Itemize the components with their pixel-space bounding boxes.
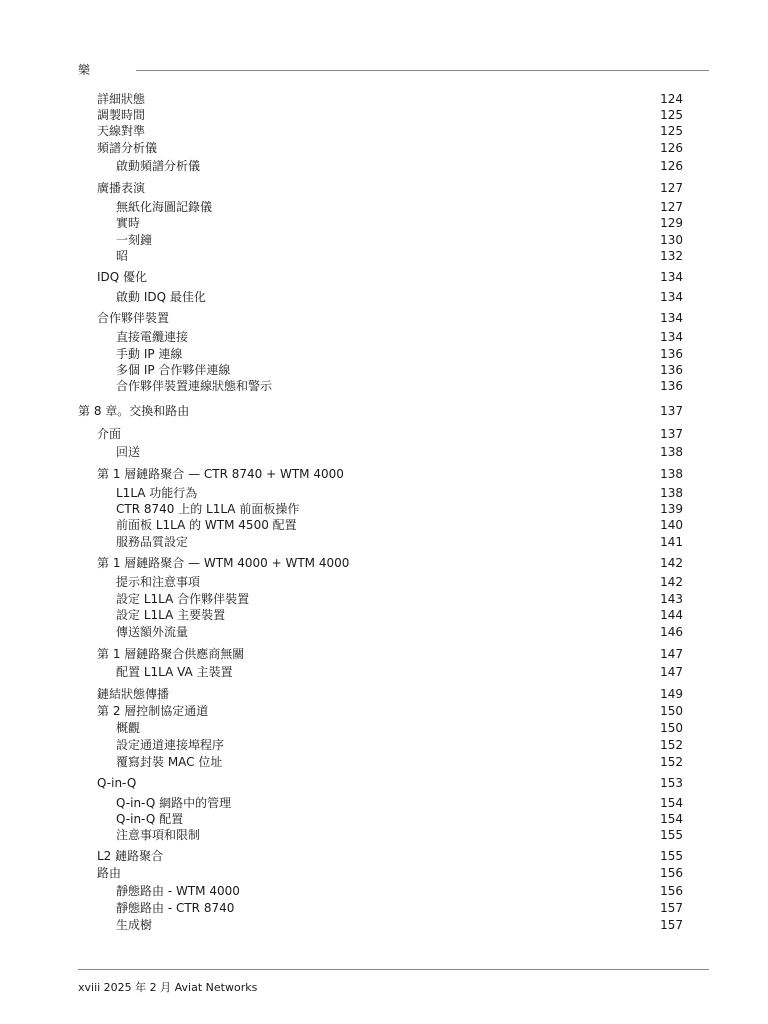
toc-entry-page: 142: [660, 556, 683, 570]
toc-entry-page: 156: [660, 866, 683, 880]
toc-entry-title: 覆寫封裝 MAC 位址: [116, 755, 223, 769]
toc-entry-title: 詳細狀態: [97, 92, 146, 106]
toc-entry[interactable]: [116, 607, 683, 623]
toc-entry-title: 回送: [116, 445, 141, 459]
toc-entry-page: 134: [660, 311, 683, 325]
toc-entry[interactable]: [78, 403, 683, 419]
toc-entry[interactable]: [116, 917, 683, 933]
toc-entry-page: 127: [660, 181, 683, 195]
toc-entry-page: 125: [660, 124, 683, 138]
header-mark: 樂: [78, 63, 91, 77]
toc-entry[interactable]: [116, 811, 683, 827]
toc-entry-title: 第 2 層控制協定通道: [97, 704, 209, 718]
toc-entry[interactable]: [116, 591, 683, 607]
toc-entry-title: 生成樹: [116, 918, 153, 932]
toc-entry-page: 155: [660, 849, 683, 863]
toc-entry[interactable]: [116, 444, 683, 460]
toc-entry[interactable]: [116, 232, 683, 248]
toc-entry[interactable]: [116, 574, 683, 590]
toc-entry-page: 147: [660, 665, 683, 679]
header-rule: [136, 70, 709, 71]
toc-entry-title: 合作夥伴裝置連線狀態和警示: [116, 379, 273, 393]
toc-entry-page: 147: [660, 647, 683, 661]
toc-entry[interactable]: [116, 362, 683, 378]
toc-entry[interactable]: [97, 91, 683, 107]
toc-entry-page: 136: [660, 347, 683, 361]
toc-entry-page: 136: [660, 363, 683, 377]
toc-entry[interactable]: [116, 883, 683, 899]
toc-entry-title: 天線對準: [97, 124, 146, 138]
toc-entry-page: 152: [660, 755, 683, 769]
toc-entry[interactable]: [116, 754, 683, 770]
toc-entry[interactable]: [116, 517, 683, 533]
toc-entry-title: 廣播表演: [97, 181, 146, 195]
toc-entry-title: 路由: [97, 866, 122, 880]
toc-entry[interactable]: [97, 703, 683, 719]
toc-entry-title: 一刻鐘: [116, 233, 153, 247]
toc-entry-title: 靜態路由 - CTR 8740: [116, 901, 235, 915]
toc-entry-page: 134: [660, 270, 683, 284]
toc-entry[interactable]: [116, 900, 683, 916]
toc-entry-title: L1LA 功能行為: [116, 486, 198, 500]
footer-rule: [78, 969, 709, 970]
toc-entry-title: 啟動頻譜分析儀: [116, 159, 201, 173]
toc-entry-page: 138: [660, 467, 683, 481]
toc-entry-page: 150: [660, 704, 683, 718]
toc-entry[interactable]: [116, 664, 683, 680]
toc-entry[interactable]: [116, 501, 683, 517]
toc-entry-page: 149: [660, 687, 683, 701]
toc-entry-page: 126: [660, 141, 683, 155]
toc-entry-title: 無紙化海圖記錄儀: [116, 200, 213, 214]
toc-entry-title: 傳送額外流量: [116, 625, 189, 639]
toc-entry[interactable]: [97, 686, 683, 702]
toc-entry-title: 服務品質設定: [116, 535, 189, 549]
toc-entry-title: 手動 IP 連線: [116, 347, 183, 361]
toc-entry[interactable]: [97, 107, 683, 123]
toc-entry-title: 介面: [97, 427, 122, 441]
toc-entry-page: 143: [660, 592, 683, 606]
toc-entry-title: Q-in-Q 配置: [116, 812, 184, 826]
toc-entry-title: 設定通道連接埠程序: [116, 738, 225, 752]
toc-entry-page: 139: [660, 502, 683, 516]
toc-entry[interactable]: [116, 329, 683, 345]
toc-entry[interactable]: [97, 646, 683, 662]
toc-entry-page: 124: [660, 92, 683, 106]
toc-entry-page: 142: [660, 575, 683, 589]
toc-entry-page: 134: [660, 330, 683, 344]
toc-entry-title: IDQ 優化: [97, 270, 148, 284]
toc-entry-page: 153: [660, 776, 683, 790]
toc-entry[interactable]: [97, 775, 683, 791]
footer-text: xviii 2025 年 2 月 Aviat Networks: [78, 981, 258, 994]
toc-entry[interactable]: [97, 269, 683, 285]
toc-entry-page: 134: [660, 290, 683, 304]
toc-entry[interactable]: [97, 466, 683, 482]
toc-entry[interactable]: [97, 180, 683, 196]
toc-entry-page: 157: [660, 901, 683, 915]
toc-entry-title: 實時: [116, 216, 141, 230]
toc-entry-title: 調製時間: [97, 108, 146, 122]
toc-entry[interactable]: [97, 848, 683, 864]
toc-entry-title: 注意事項和限制: [116, 828, 201, 842]
toc-entry-title: 啟動 IDQ 最佳化: [116, 290, 206, 304]
toc-entry[interactable]: [116, 158, 683, 174]
toc-entry-title: 設定 L1LA 主要裝置: [116, 608, 226, 622]
toc-entry[interactable]: [116, 199, 683, 215]
toc-entry[interactable]: [116, 737, 683, 753]
toc-entry-title: 直接電纜連接: [116, 330, 189, 344]
toc-entry-title: 設定 L1LA 合作夥伴裝置: [116, 592, 250, 606]
toc-entry-title: Q-in-Q 網路中的管理: [116, 796, 232, 810]
toc-entry[interactable]: [116, 248, 683, 264]
toc-entry-title: 前面板 L1LA 的 WTM 4500 配置: [116, 518, 297, 532]
toc-entry-title: 合作夥伴裝置: [97, 311, 170, 325]
toc-entry-title: 第 1 層鏈路聚合供應商無關: [97, 647, 245, 661]
toc-entry[interactable]: [97, 426, 683, 442]
toc-entry-title: 配置 L1LA VA 主裝置: [116, 665, 233, 679]
toc-entry-title: Q-in-Q: [97, 776, 137, 790]
toc-entry-page: 129: [660, 216, 683, 230]
toc-entry-title: 昭: [116, 249, 129, 263]
toc-entry[interactable]: [116, 378, 683, 394]
toc-entry[interactable]: [116, 346, 683, 362]
toc-entry-title: 靜態路由 - WTM 4000: [116, 884, 240, 898]
toc-entry[interactable]: [97, 123, 683, 139]
toc-entry-title: 第 1 層鏈路聚合 — WTM 4000 + WTM 4000: [97, 556, 350, 570]
toc-entry-page: 155: [660, 828, 683, 842]
toc-entry[interactable]: [97, 865, 683, 881]
toc-entry-page: 132: [660, 249, 683, 263]
toc-entry-page: 137: [660, 427, 683, 441]
toc-entry-title: CTR 8740 上的 L1LA 前面板操作: [116, 502, 300, 516]
toc-entry-page: 130: [660, 233, 683, 247]
toc-entry-title: 第 8 章。交換和路由: [78, 404, 190, 418]
toc-entry[interactable]: [97, 555, 683, 571]
toc-entry-page: 154: [660, 812, 683, 826]
toc-entry-page: 144: [660, 608, 683, 622]
toc-entry-page: 154: [660, 796, 683, 810]
toc-entry-page: 150: [660, 721, 683, 735]
toc-entry[interactable]: [97, 140, 683, 156]
toc-entry-title: 提示和注意事項: [116, 575, 201, 589]
toc-entry-title: 第 1 層鏈路聚合 — CTR 8740 + WTM 4000: [97, 467, 344, 481]
toc-entry-page: 126: [660, 159, 683, 173]
toc-entry-page: 136: [660, 379, 683, 393]
toc-entry-title: 多個 IP 合作夥伴連線: [116, 363, 231, 377]
toc-entry[interactable]: [116, 289, 683, 305]
toc-entry[interactable]: [116, 485, 683, 501]
toc-entry-page: 140: [660, 518, 683, 532]
toc-entry-page: 127: [660, 200, 683, 214]
toc-entry-page: 152: [660, 738, 683, 752]
toc-entry[interactable]: [97, 310, 683, 326]
toc-entry[interactable]: [116, 215, 683, 231]
toc-entry-page: 138: [660, 486, 683, 500]
toc-entry-page: 141: [660, 535, 683, 549]
toc-entry[interactable]: [116, 827, 683, 843]
toc-entry-title: L2 鏈路聚合: [97, 849, 164, 863]
toc-entry[interactable]: [116, 534, 683, 550]
toc-entry-page: 146: [660, 625, 683, 639]
toc-entry[interactable]: [116, 624, 683, 640]
toc-entry-page: 138: [660, 445, 683, 459]
toc-entry-title: 鏈結狀態傳播: [97, 687, 170, 701]
toc-entry-page: 137: [660, 404, 683, 418]
toc-entry-page: 125: [660, 108, 683, 122]
toc-entry-page: 156: [660, 884, 683, 898]
toc-entry-title: 頻譜分析儀: [97, 141, 158, 155]
toc-entry-page: 157: [660, 918, 683, 932]
toc-entry-title: 概觀: [116, 721, 141, 735]
toc-entry[interactable]: [116, 720, 683, 736]
toc-entry[interactable]: [116, 795, 683, 811]
